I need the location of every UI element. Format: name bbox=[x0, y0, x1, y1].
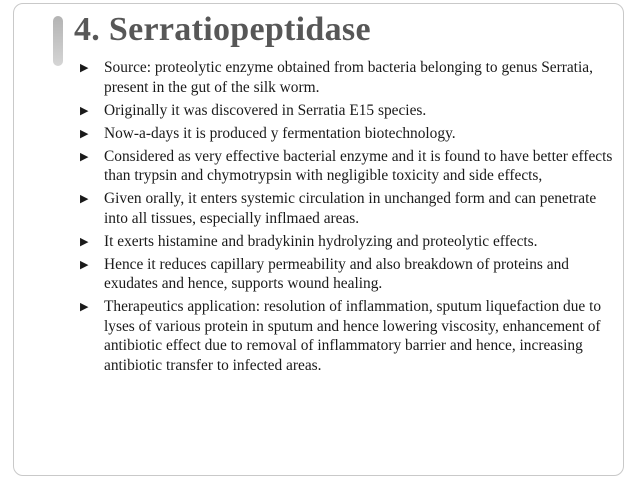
bullet-text: Originally it was discovered in Serratia E15 species. bbox=[104, 101, 427, 119]
bullet-arrow-icon: ▶ bbox=[80, 61, 89, 74]
bullet-arrow-icon: ▶ bbox=[80, 300, 89, 313]
bullet-item bbox=[80, 101, 620, 121]
bullet-text: Given orally, it enters systemic circulation in unchanged form and can penetrate into all tissues, especially inflmaed areas. bbox=[104, 190, 597, 227]
bullet-item bbox=[80, 124, 620, 144]
bullet-item bbox=[80, 147, 620, 186]
bullet-list bbox=[80, 58, 620, 379]
bullet-item bbox=[80, 255, 620, 294]
slide-title: 4. Serratiopeptidase bbox=[74, 11, 371, 48]
bullet-item bbox=[80, 189, 620, 228]
bullet-item bbox=[80, 297, 620, 375]
bullet-item bbox=[80, 58, 620, 97]
bullet-text: Now-a-days it is produced y fermentation biotechnology. bbox=[104, 124, 456, 142]
bullet-arrow-icon: ▶ bbox=[80, 103, 89, 117]
bullet-text: It exerts histamine and bradykinin hydrolyzing and proteolytic effects. bbox=[104, 232, 538, 250]
bullet-text: Hence it reduces capillary permeability and also breakdown of proteins and exudates and hence, supports wound healing. bbox=[104, 255, 569, 292]
bullet-arrow-icon: ▶ bbox=[80, 126, 89, 140]
bullet-arrow-icon: ▶ bbox=[80, 234, 89, 248]
bullet-item bbox=[80, 232, 620, 252]
bullet-text: Considered as very effective bacterial enzyme and it is found to have better effects than trypsin and chymotrypsin with negligible toxicity and side effects, bbox=[104, 147, 613, 184]
bullet-arrow-icon: ▶ bbox=[80, 192, 89, 205]
title-accent-bar bbox=[53, 16, 63, 66]
bullet-arrow-icon: ▶ bbox=[80, 257, 89, 271]
bullet-text: Source: proteolytic enzyme obtained from bacteria belonging to genus Serratia, present in the gut of the silk worm. bbox=[104, 59, 593, 96]
bullet-text: Therapeutics application: resolution of inflammation, sputum liquefaction due to lyses of various protein in sputum and hence lowering viscosity, enhancement of antibiotic effect due to removal of inflammatory barrier and hence, increasing antibiotic transfer to infected areas. bbox=[104, 298, 602, 374]
bullet-arrow-icon: ▶ bbox=[80, 149, 89, 163]
